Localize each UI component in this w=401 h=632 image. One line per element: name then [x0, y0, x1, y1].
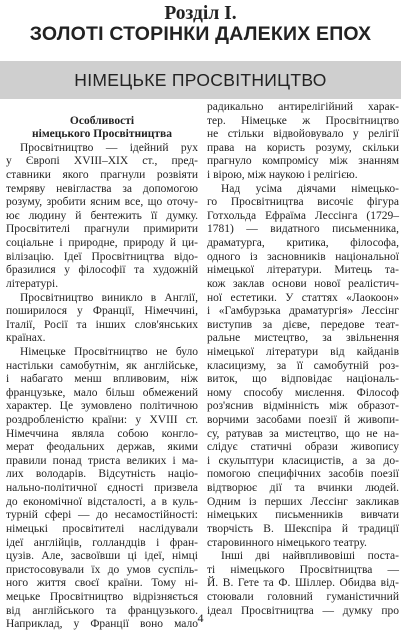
text-line: бразилися у філософії та художній	[6, 264, 198, 277]
text-line: роздробленістю країни: у XVIII ст.	[6, 414, 198, 427]
page-number: 4	[197, 611, 204, 625]
text-line: до економічної відсталості, а в куль-	[6, 495, 198, 508]
text-line: пристосовували їх до умов суспіль-	[6, 563, 198, 576]
text-line: Наприклад, у Франції воно мало	[6, 618, 198, 631]
right-column	[207, 101, 399, 618]
text-line: кож заклав основи нової реалістич-	[207, 277, 399, 290]
text-line: і набагато менш впливовим, ніж	[6, 373, 198, 386]
text-line: цузів. Але, засвоївши ці ідеї, німці	[6, 550, 198, 563]
text-line: ному способу мислення. Філософ	[207, 386, 399, 399]
text-line: від англійського та французького.	[6, 604, 198, 617]
text-line: німецькі просвітителі наслідували	[6, 522, 198, 535]
text-line: Й. В. Гете та Ф. Шіллер. Обидва від-	[207, 577, 399, 590]
text-line: і скульптури класицистів, а за до-	[207, 454, 399, 467]
text-line: не стільки відвойовувало у релігії	[207, 128, 399, 141]
text-line: відтворює дії та вчинки людей.	[207, 482, 399, 495]
text-line: класицизму, за її самобутній роз-	[207, 359, 399, 372]
text-line: радикально антирелігійний харак-	[207, 101, 399, 113]
text-line: соціальне і природне, природу й ци-	[6, 237, 198, 250]
text-line: турній сфері — до несамостійності:	[6, 509, 198, 522]
part-title: ЗОЛОТІ СТОРІНКИ ДАЛЕКИХ ЕПОХ	[29, 23, 372, 45]
text-line: розуму, зробити ясним все, що оточу-	[6, 196, 198, 209]
text-line: ворчими засобами поезії й живопи-	[207, 414, 399, 427]
left-column	[6, 101, 198, 632]
text-line: Просвітництво — ідейний рух	[20, 141, 198, 154]
text-line: виток, що відповідає національ-	[207, 373, 399, 386]
text-line: літературі.	[6, 277, 59, 290]
text-line: країнах.	[6, 332, 46, 345]
text-line: права на користь розуму, скільки	[207, 141, 399, 154]
text-line: Над усіма діячами німецько-	[221, 182, 399, 195]
text-line: драматурга, критика, філософа,	[207, 237, 399, 250]
text-line: старовинного німецького театру.	[207, 536, 367, 549]
text-line: Одним із перших Лессінг закликав	[207, 495, 399, 508]
text-line: слідує статичні образи живопису	[207, 441, 399, 454]
subheading-line: німецького Просвітництва	[32, 128, 172, 141]
text-line: ної естетики. У статтях «Лаокоон»	[207, 291, 399, 304]
subheading-line: Особливості	[69, 114, 135, 127]
text-line: творчість В. Шекспіра й традиції	[207, 522, 399, 535]
text-line: темряву невігластва за допомогою	[6, 182, 198, 195]
text-line: мецьке Просвітництво відрізняється	[6, 590, 198, 603]
text-line: ставники якого прагнули розвіяти	[6, 169, 198, 182]
text-line: стоювали головний гуманістичний	[207, 590, 399, 603]
text-line: поширилося у Франції, Німеччині,	[6, 305, 198, 318]
text-line: ного життя своєї країни. Тому ні-	[6, 577, 198, 590]
text-line: виступив за дієве, передове теат-	[207, 318, 399, 331]
text-line: мерат феодальних держав, якими	[6, 441, 198, 454]
text-line: одного із засновників національної	[207, 250, 399, 263]
text-line: го Просвітництва височіє фігура	[207, 196, 399, 209]
text-line: роз'яснив відмінність між образот-	[207, 400, 399, 413]
text-line: правили понад триста великих і ма-	[6, 454, 198, 467]
text-line: Готхольда Ефраїма Лессінга (1729–	[207, 209, 399, 222]
text-line: ідеал Просвітництва — думку про	[207, 604, 399, 617]
text-line: ює людину й бентежить її думку.	[6, 209, 198, 222]
text-line: німецьких письменників вивчати	[207, 509, 399, 522]
text-line: і вірою, між наукою і релігією.	[207, 169, 358, 182]
part-number: Розділ І.	[164, 3, 237, 24]
text-line	[6, 101, 198, 115]
text-line: характер. Це зумовлено політичною	[6, 400, 198, 413]
text-line: Просвітництво виникло в Англії,	[20, 291, 198, 304]
text-line: Інші дві найвпливовіші поста-	[221, 550, 399, 563]
text-line: ті німецького Просвітництва —	[207, 563, 399, 576]
text-line: нально-політичної єдності призвела	[6, 482, 198, 495]
text-line: су, ратував за мистецтво, що не на-	[207, 427, 399, 440]
text-line: французьке, мало більш обмежений	[6, 386, 198, 399]
text-line: ральне мистецтво, за звільнення	[207, 332, 399, 345]
text-line: помогою специфічних засобів поезії	[207, 468, 399, 481]
text-line: Просвітителі прагнули примирити	[6, 223, 198, 236]
section-title: НІМЕЦЬКЕ ПРОСВІТНИЦТВО	[74, 70, 327, 90]
text-line: лих володарів. Відсутність націо-	[6, 468, 198, 481]
text-line: прагнуло компромісу між знанням	[207, 155, 399, 168]
text-line: настільки самобутнім, як англійське,	[6, 359, 198, 372]
text-line: німецької літератури від кайданів	[207, 345, 399, 358]
text-line: ідеї англійців, голландців і фран-	[6, 536, 198, 549]
text-line: і «Гамбурзька драматургія» Лессінг	[207, 305, 399, 318]
text-line: тер. Німецьке ж Просвітництво	[207, 114, 399, 127]
text-line: німецької літератури. Митець та-	[207, 264, 399, 277]
text-line: Італії, Росії та інших слов'янських	[6, 318, 198, 331]
text-line: 1781) — видатного письменника,	[207, 223, 399, 236]
text-line: у Європі XVIII–XIX ст., пред-	[6, 155, 198, 168]
text-line: Німеччина являла собою конгло-	[6, 427, 198, 440]
text-line: Німецьке Просвітництво не було	[20, 345, 198, 358]
text-line: вілізацію. Ідеї Просвітництва відо-	[6, 250, 198, 263]
